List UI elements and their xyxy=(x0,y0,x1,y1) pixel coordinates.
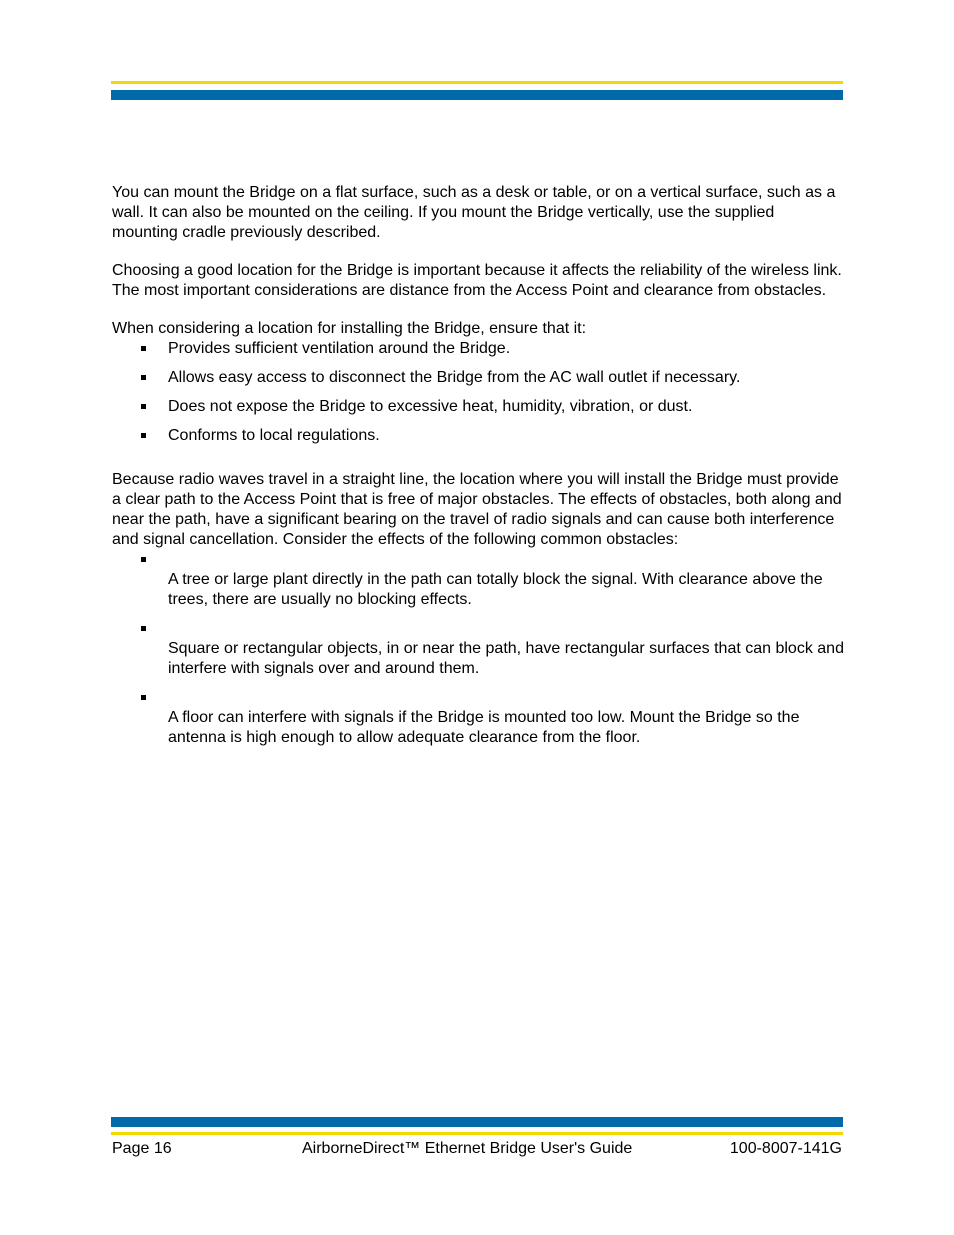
square-bullet-icon xyxy=(141,375,146,380)
list-item-text: Allows easy access to disconnect the Bridge from the AC wall outlet if necessary. xyxy=(168,369,741,386)
header-blue-rule xyxy=(111,90,843,100)
obstacle-description: A tree or large plant directly in the path can totally block the signal. With clearance above the trees, there are usually no blocking effects. xyxy=(168,571,823,608)
footer-yellow-rule xyxy=(111,1132,843,1135)
list-item xyxy=(112,619,844,679)
list-item-text: Conforms to local regulations. xyxy=(168,427,380,444)
square-bullet-icon xyxy=(141,433,146,438)
list-item-text: Does not expose the Bridge to excessive heat, humidity, vibration, or dust. xyxy=(168,398,693,415)
page-content xyxy=(112,183,844,748)
obstacle-list xyxy=(112,550,844,748)
list-item xyxy=(112,550,844,610)
obstacle-description: Square or rectangular objects, in or near the path, have rectangular surfaces that can block and interfere with signals over and around them. xyxy=(168,640,844,677)
list-item xyxy=(112,426,844,446)
document-title: AirborneDirect™ Ethernet Bridge User's Guide xyxy=(302,1140,633,1157)
obstacle-description: A floor can interfere with signals if the Bridge is mounted too low. Mount the Bridge so the antenna is high enough to allow adequate clearance from the floor. xyxy=(168,709,800,746)
footer-blue-rule xyxy=(111,1117,843,1127)
square-bullet-icon xyxy=(141,557,146,562)
document-number: 100-8007-141G xyxy=(729,1140,842,1157)
paragraph-mounting: You can mount the Bridge on a flat surface, such as a desk or table, or on a vertical surface, such as a wall. It can also be mounted on the ceiling. If you mount the Bridge vertically, use the supplied mounting cradle previously described. xyxy=(112,184,836,241)
obstacle-heading xyxy=(168,619,844,639)
square-bullet-icon xyxy=(141,404,146,409)
square-bullet-icon xyxy=(141,626,146,631)
square-bullet-icon xyxy=(141,346,146,351)
header-yellow-rule xyxy=(111,81,843,84)
list-item xyxy=(112,368,844,388)
paragraph-ensure: When considering a location for installing the Bridge, ensure that it: xyxy=(112,320,587,337)
list-item xyxy=(112,339,844,359)
list-item-text: Provides sufficient ventilation around the Bridge. xyxy=(168,340,511,357)
list-item xyxy=(112,688,844,748)
page-footer xyxy=(112,1139,842,1159)
location-checklist xyxy=(112,339,844,446)
paragraph-location: Choosing a good location for the Bridge is important because it affects the reliability of the wireless link. The most important considerations are distance from the Access Point and clearance from obstacles. xyxy=(112,262,842,299)
paragraph-radio-waves: Because radio waves travel in a straight line, the location where you will install the Bridge must provide a clear path to the Access Point that is free of major obstacles. The effects of obstacles, both along and near the path, have a significant bearing on the travel of radio signals and can cause both interference and signal cancellation. Consider the effects of the following common obstacles: xyxy=(112,471,842,548)
obstacle-heading xyxy=(168,688,844,708)
page-number: Page 16 xyxy=(112,1140,172,1157)
obstacle-heading xyxy=(168,550,844,570)
list-item xyxy=(112,397,844,417)
square-bullet-icon xyxy=(141,695,146,700)
